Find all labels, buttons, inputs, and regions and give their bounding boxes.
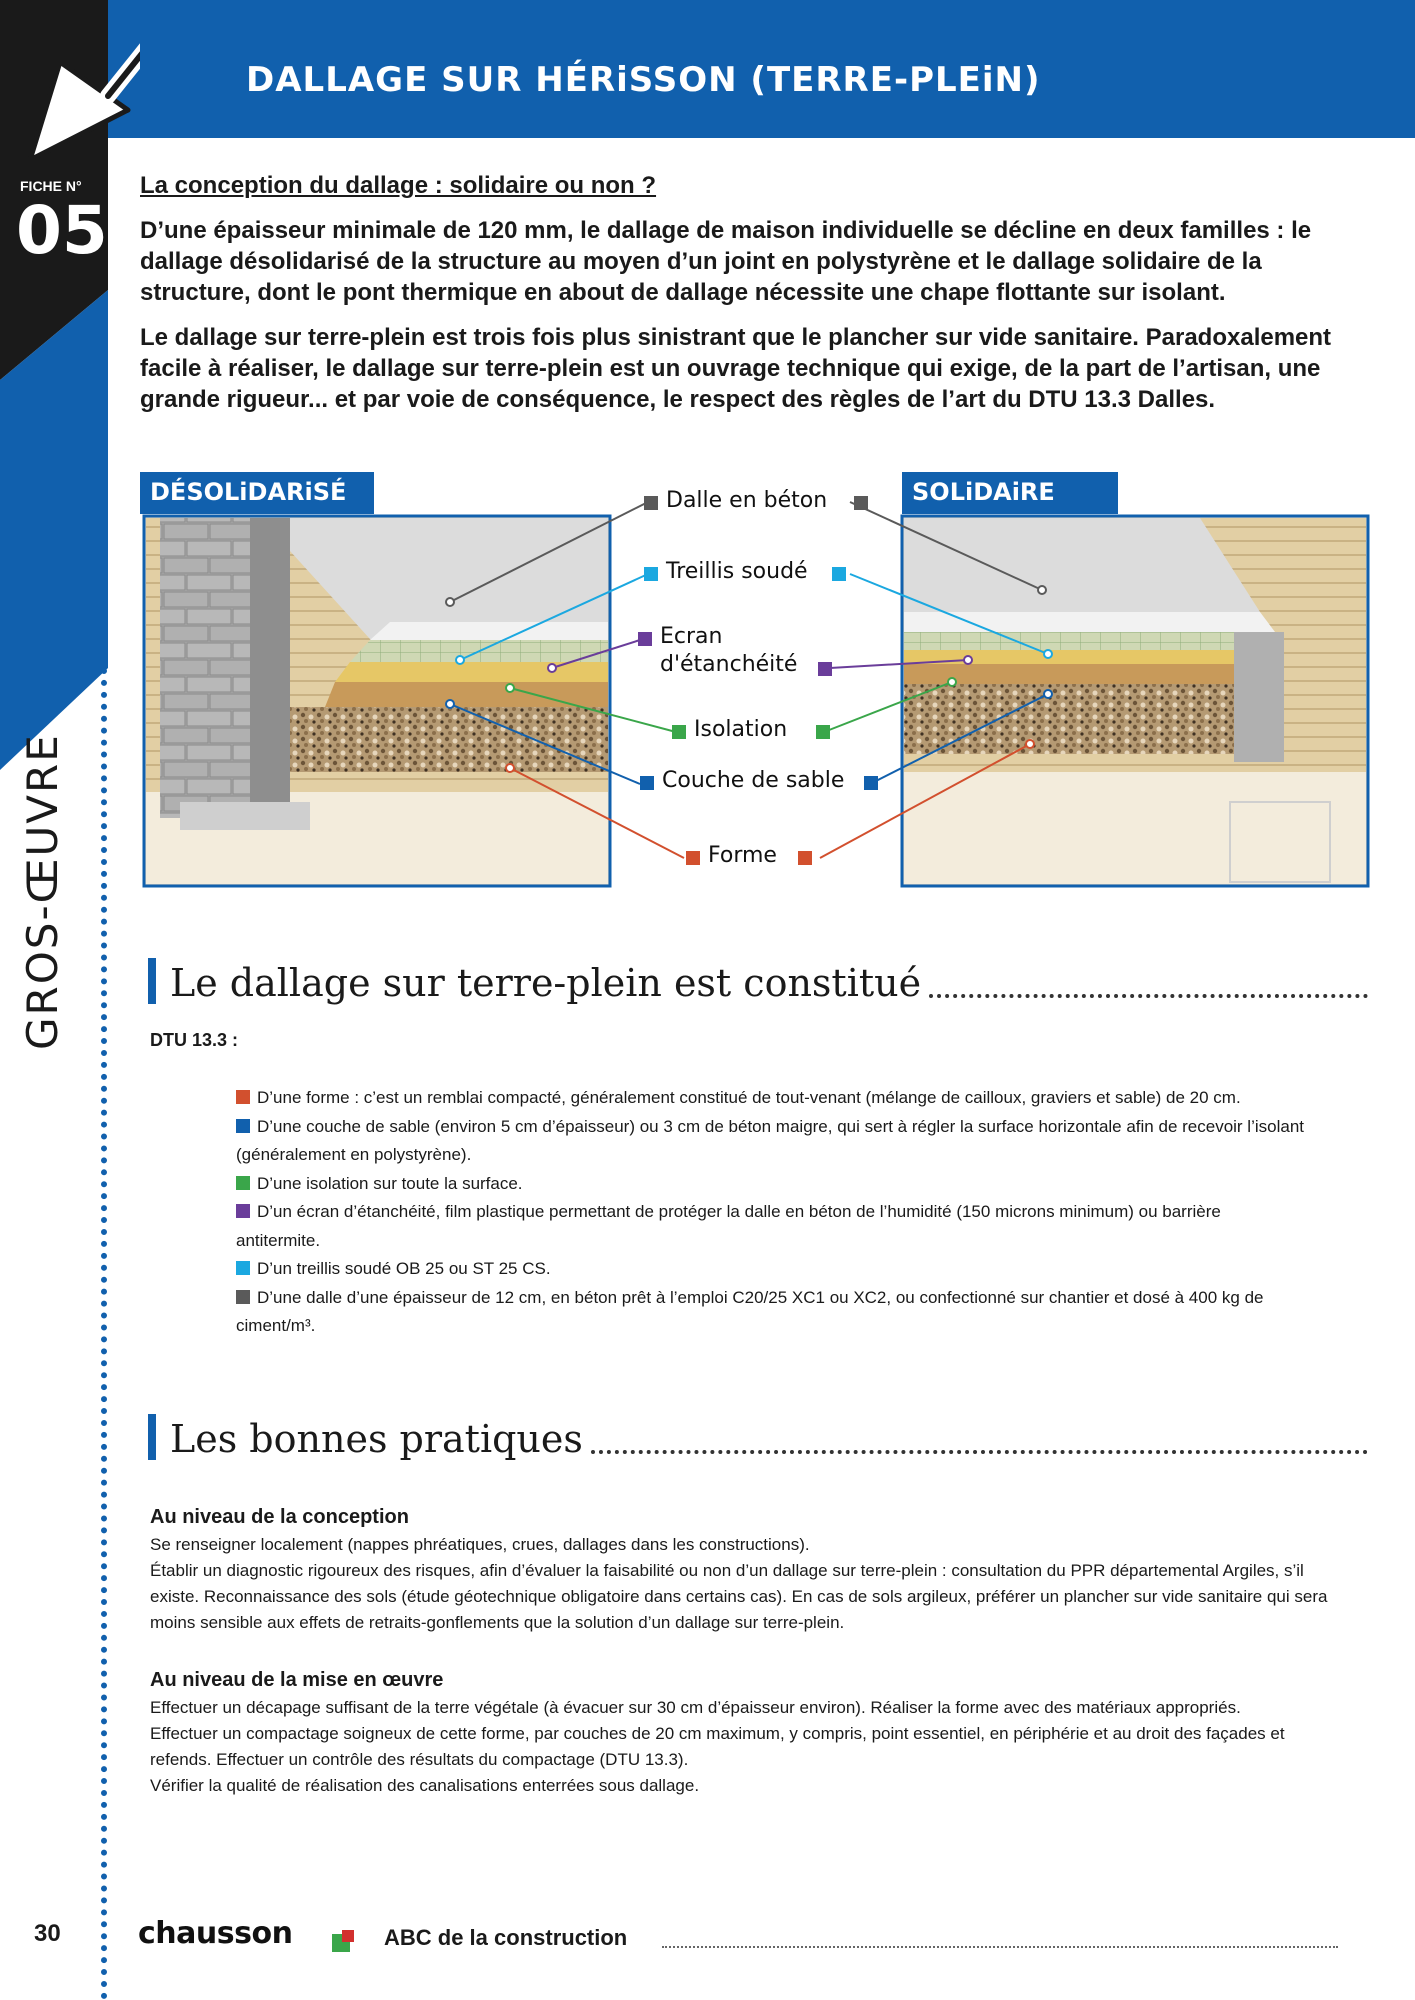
list-item: D’une forme : c’est un remblai compacté, généralement constitué de tout-venant (mélange de cailloux, graviers et sable) de 20 cm. (236, 1084, 1306, 1113)
intro-heading: La conception du dallage : solidaire ou non ? (140, 172, 657, 199)
composition-list (236, 1084, 1306, 1341)
side-dotted-line (101, 668, 107, 2000)
legend-square-sable-left (640, 776, 654, 790)
legend-square-ecran-right (818, 662, 832, 676)
legend-square-treillis-right (832, 567, 846, 581)
section-dots (591, 1450, 1368, 1454)
section-dots (929, 994, 1368, 998)
legend-dalle-beton: Dalle en béton (666, 488, 828, 513)
list-item: D’une couche de sable (environ 5 cm d’épaisseur) ou 3 cm de béton maigre, qui sert à régler la surface horizontale afin de recevoir l’isolant (généralement en polystyrène). (236, 1116, 1305, 1164)
paragraph: Effectuer un décapage suffisant de la terre végétale (à évacuer sur 30 cm d’épaisseur environ). Réaliser la forme avec des matériaux appropriés. (150, 1698, 1241, 1717)
brand-logo: chausson (138, 1916, 293, 1951)
dallage-diagram (140, 472, 1372, 892)
bullet-square (236, 1119, 250, 1133)
legend-isolation: Isolation (694, 717, 788, 742)
legend-treillis-soude: Treillis soudé (666, 559, 808, 584)
list-item: D’un treillis soudé OB 25 ou ST 25 CS. (236, 1255, 1306, 1284)
dtu-label: DTU 13.3 : (150, 1030, 239, 1050)
subheading-conception: Au niveau de la conception (150, 1506, 409, 1528)
legend-square-isolation-left (672, 725, 686, 739)
list-item: D’un écran d’étanchéité, film plastique permettant de protéger la dalle en béton de l’humidité (150 microns minimum) ou barrière antitermite. (236, 1202, 1221, 1250)
footer-title: ABC de la construction (384, 1925, 628, 1950)
paragraph: Établir un diagnostic rigoureux des risques, afin d’évaluer la faisabilité ou non d’un dallage sur terre-plein : consultation du PPR départemental Argiles, s’il existe. Reconnaissance des sols (étude géotechnique obligatoire dans certains cas). En cas de sols argileux, préférer un plancher sur vide sanitaire qui sera moins sensible aux effets de retraits-gonflements que la solution d’un dallage sur terre-plein. (150, 1561, 1328, 1632)
section-heading-constitue (148, 952, 1368, 1004)
list-item: D’une isolation sur toute la surface. (236, 1170, 1306, 1199)
bonnes-pratiques-mise-en-oeuvre (150, 1665, 1350, 1799)
legend-square-isolation-right (816, 725, 830, 739)
page-number: 30 (34, 1920, 61, 1947)
side-decoration (0, 0, 140, 780)
legend-square-forme-right (798, 851, 812, 865)
legend-square-sable-right (864, 776, 878, 790)
fiche-number: 05 (16, 192, 108, 269)
legend-square-ecran-left (638, 632, 652, 646)
bullet-square (236, 1090, 250, 1104)
brand-mark-icon (332, 1930, 354, 1952)
list-item: D’une dalle d’une épaisseur de 12 cm, en béton prêt à l’emploi C20/25 XC1 ou XC2, ou confectionné sur chantier et dosé à 400 kg de ciment/m³. (236, 1287, 1264, 1335)
legend-square-treillis-left (644, 567, 658, 581)
bonnes-pratiques-conception (150, 1502, 1350, 1636)
intro-paragraph-1: D’une épaisseur minimale de 120 mm, le dallage de maison individuelle se décline en deux familles : le dallage désolidarisé de la structure au moyen d’un joint en polystyrène et le dallage solidaire de la structure, dont le pont thermique en about de dallage nécessite une chape flottante sur isolant. (140, 217, 1312, 306)
section-bar (148, 1414, 156, 1460)
legend-forme: Forme (708, 843, 777, 868)
side-category-label: GROS-ŒUVRE (18, 733, 67, 1050)
intro-paragraph-2: Le dallage sur terre-plein est trois fois plus sinistrant que le plancher sur vide sanitaire. Paradoxalement facile à réaliser, le dallage sur terre-plein est un ouvrage technique qui exige, de la part de l’artisan, une grande rigueur... et par voie de conséquence, le respect des règles de l’art du DTU 13.3 Dalles. (140, 324, 1332, 413)
paragraph: Vérifier la qualité de réalisation des canalisations enterrées sous dallage. (150, 1776, 700, 1795)
bullet-square (236, 1176, 250, 1190)
bullet-square (236, 1204, 250, 1218)
page-title: DALLAGE SUR HÉRiSSON (TERRE-PLEiN) (246, 60, 1041, 100)
section-bar (148, 958, 156, 1004)
section-heading-bonnes-pratiques (148, 1408, 1368, 1460)
footer-dots (662, 1946, 1338, 1948)
legend-square-forme-left (686, 851, 700, 865)
tab-solidaire: SOLiDAiRE (902, 472, 1118, 514)
illustration-desolidarise (144, 516, 610, 886)
section-title: Le dallage sur terre-plein est constitué (170, 961, 922, 1005)
bullet-square (236, 1261, 250, 1275)
legend-couche-sable: Couche de sable (662, 768, 845, 793)
paragraph: Effectuer un compactage soigneux de cette forme, par couches de 20 cm maximum, y compris, point essentiel, en périphérie et au droit des façades et refends. Effectuer un contrôle des résultats du compactage (DTU 13.3). (150, 1724, 1285, 1769)
diagram-illustration (140, 472, 1372, 892)
bullet-square (236, 1290, 250, 1304)
subheading-mise-en-oeuvre: Au niveau de la mise en œuvre (150, 1669, 444, 1691)
legend-ecran: Ecran (660, 624, 723, 649)
paragraph: Se renseigner localement (nappes phréatiques, crues, dallages dans les constructions). (150, 1535, 810, 1554)
legend-etancheite: d'étanchéité (660, 652, 798, 677)
legend-square-dalle-left (644, 496, 658, 510)
tab-desolidarise: DÉSOLiDARiSÉ (140, 472, 374, 514)
illustration-solidaire (902, 516, 1368, 886)
legend-square-dalle-right (854, 496, 868, 510)
section-title: Les bonnes pratiques (170, 1417, 583, 1461)
fiche-label: FICHE N° (20, 178, 82, 194)
